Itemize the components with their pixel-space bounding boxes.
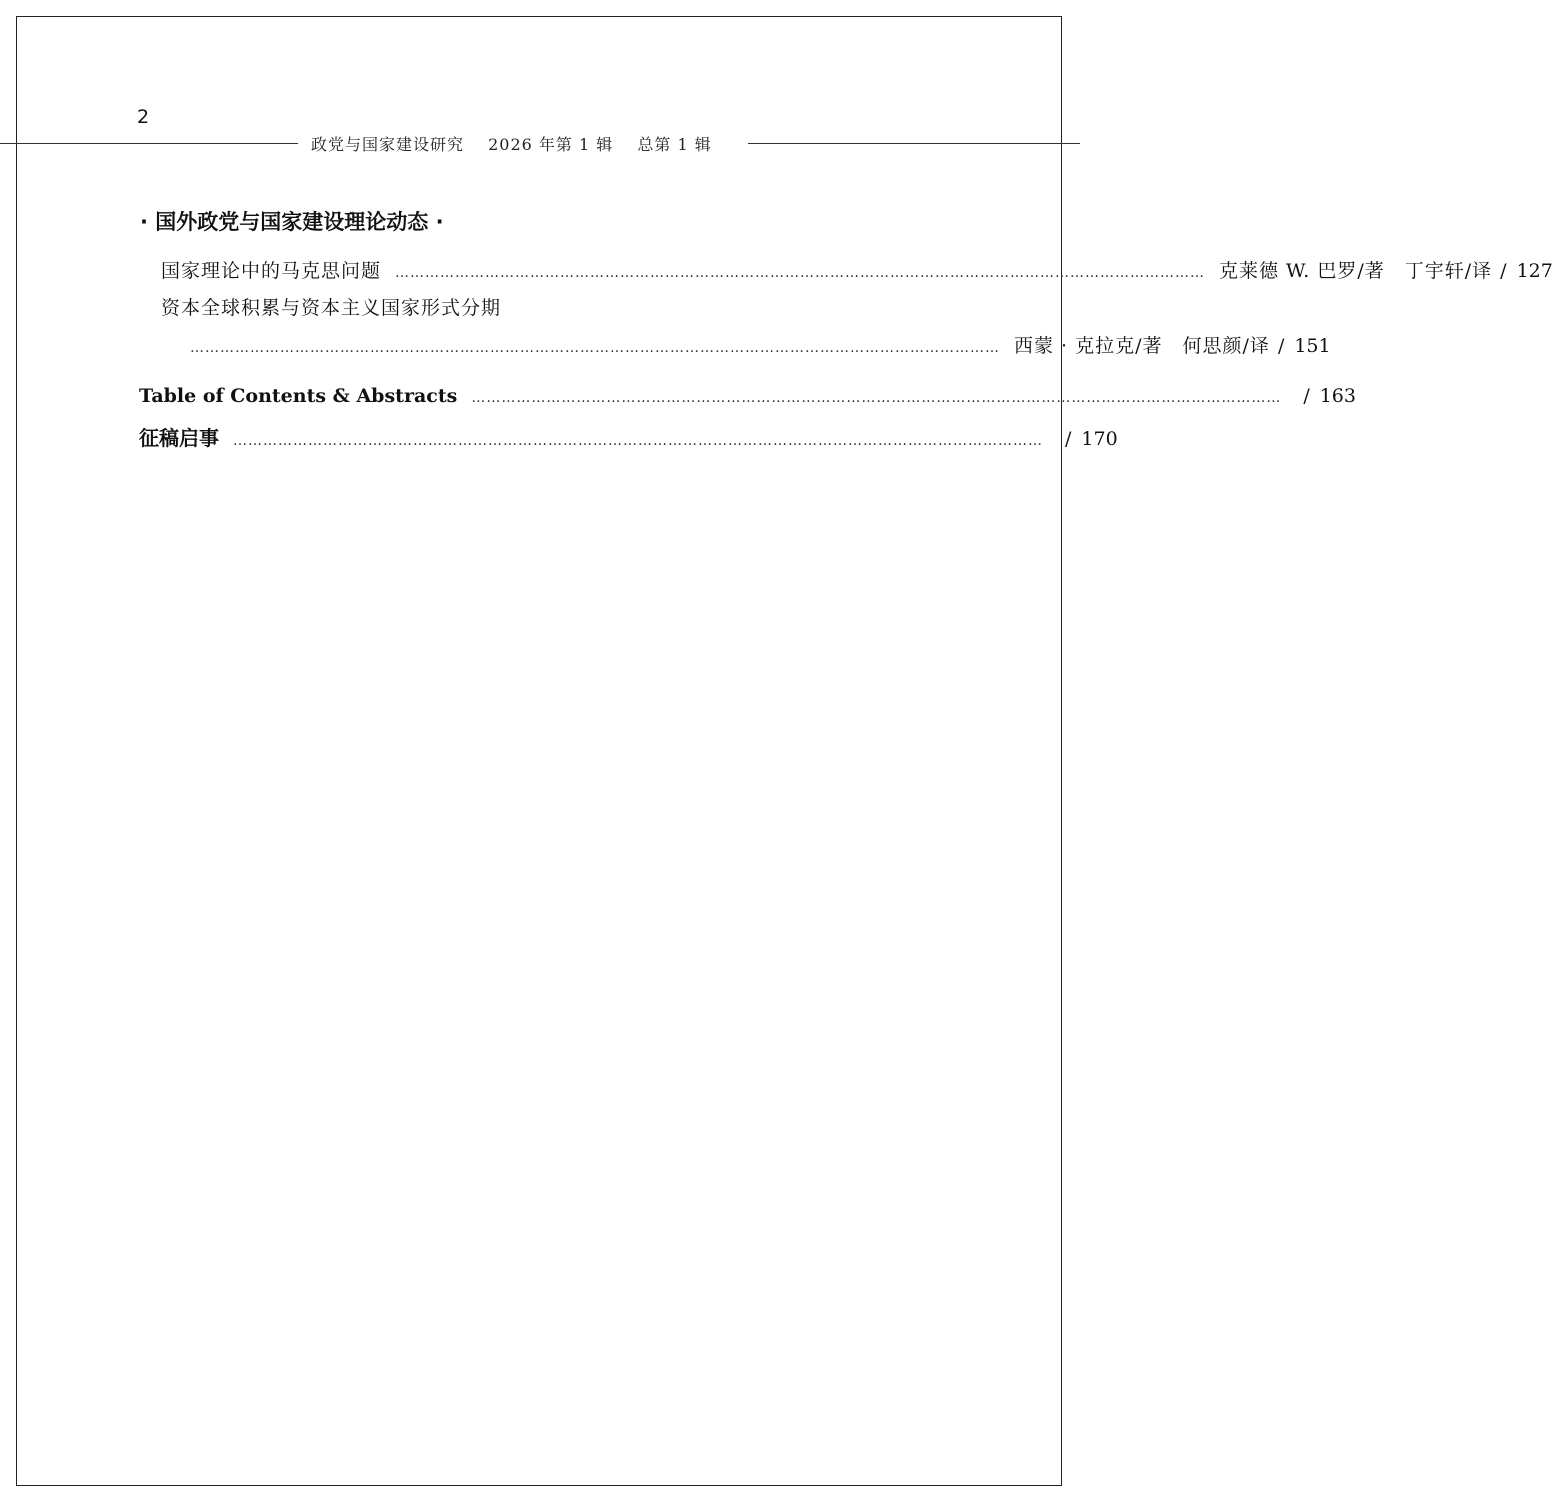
header-rule-right <box>748 143 1080 144</box>
journal-name: 政党与国家建设研究 <box>311 135 465 154</box>
toc-entry-marx-state-theory[interactable] <box>161 256 1553 283</box>
toc-entry-page: 127 <box>1516 260 1553 282</box>
header-text <box>311 132 736 155</box>
toc-slash: / <box>1500 260 1507 282</box>
toc-entry-capital-accumulation[interactable] <box>190 331 1331 358</box>
toc-slash: / <box>1277 335 1285 357</box>
toc-leader-dots: ……………………………………………………………………………………………………………………………………………… <box>395 265 1206 281</box>
toc-leader-dots: ……………………………………………………………………………………………………………………………………………… <box>471 390 1282 406</box>
toc-leader-dots: ……………………………………………………………………………………………………………………………………………… <box>190 340 1000 356</box>
running-header <box>0 131 1080 155</box>
toc-slash: / <box>1303 385 1310 407</box>
section-heading: · 国外政党与国家建设理论动态 · <box>140 210 444 234</box>
toc-entry-call-for-papers[interactable] <box>139 422 1118 451</box>
toc-entry-title[interactable]: 资本全球积累与资本主义国家形式分期 <box>161 297 502 319</box>
toc-slash: / <box>1065 428 1072 450</box>
page-frame <box>16 16 1062 1486</box>
toc-entry-author: 西蒙 · 克拉克/著 何思颜/译 <box>1014 335 1270 357</box>
page-number: 2 <box>137 106 150 128</box>
toc-leader-dots: ……………………………………………………………………………………………………………………………………………… <box>233 433 1043 449</box>
toc-entry-table-of-contents[interactable] <box>139 385 1356 407</box>
issue-label: 2026 年第 1 辑 <box>488 135 614 154</box>
toc-entry-author: 克莱德 W. 巴罗/著 丁宇轩/译 <box>1219 260 1493 282</box>
total-issue-label: 总第 1 辑 <box>637 135 712 154</box>
toc-entry-title: Table of Contents & Abstracts <box>139 385 458 407</box>
toc-entry-page: 163 <box>1319 385 1356 407</box>
toc-entry-title: 征稿启事 <box>139 426 219 450</box>
toc-entry-title: 国家理论中的马克思问题 <box>161 260 382 282</box>
header-rule-left <box>0 143 298 144</box>
toc-entry-page: 151 <box>1294 335 1331 357</box>
toc-entry-page: 170 <box>1081 428 1118 450</box>
